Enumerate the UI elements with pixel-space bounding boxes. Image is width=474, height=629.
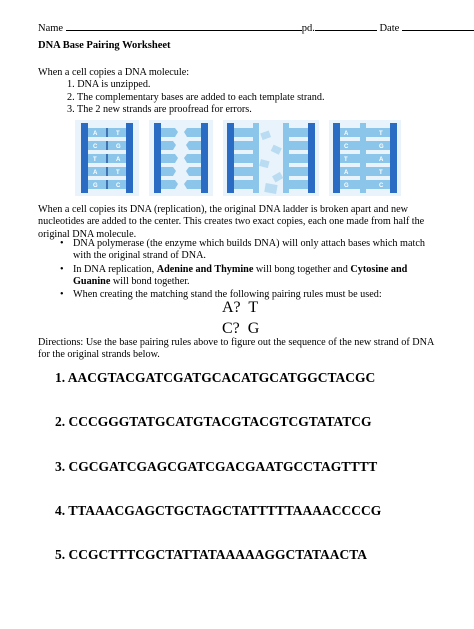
svg-text:C: C — [93, 144, 98, 150]
svg-text:T: T — [379, 170, 383, 176]
pairing-rules — [222, 297, 259, 339]
svg-text:T: T — [116, 170, 120, 176]
svg-text:G: G — [93, 183, 98, 189]
svg-text:G: G — [379, 144, 384, 150]
pd-blank — [315, 20, 377, 31]
bullet-dot-icon: • — [60, 289, 64, 301]
strand-item: 2. CCCGGGTATGCATGTACGTACGTCGTATATCG — [55, 414, 372, 429]
bullet-list — [60, 238, 440, 302]
dna-panel-1 — [75, 120, 139, 196]
step-item: 2. The complementary bases are added to each template strand. — [67, 91, 325, 103]
name-blank — [66, 20, 302, 31]
strand-item: 4. TTAAACGAGCTGCTAGCTATTTTTAAAACCCCG — [55, 503, 382, 518]
strand-item: 5. CCGCTTTCGCTATTATAAAAAGGCTATAACTA — [55, 547, 368, 562]
svg-text:T: T — [379, 131, 383, 137]
step-item: 1. DNA is unzipped. — [67, 79, 151, 90]
bullet-bold-text: Adenine and Thymine — [156, 263, 254, 275]
svg-text:A: A — [93, 170, 98, 176]
dna-panel-2 — [149, 120, 213, 196]
bullet-item — [60, 238, 440, 263]
replication-paragraph: When a cell copies its DNA (replication), the original DNA ladder is broken apart and new nucleotides are added to the center. This creates two exact copies, each one made from half the original DNA molecule. — [38, 204, 425, 240]
bullet-text: In DNA replication, — [73, 263, 157, 275]
directions-text: Directions: Use the base pairing rules above to figure out the sequence of the new strand of DNA for the original strands below. — [38, 337, 434, 361]
steps-list — [67, 79, 325, 117]
step-item: 3. The 2 new strands are proofread for errors. — [67, 104, 252, 115]
svg-text:A: A — [344, 170, 349, 176]
page-title: DNA Base Pairing Worksheet — [38, 40, 171, 51]
svg-text:G: G — [116, 144, 121, 150]
svg-text:G: G — [344, 183, 349, 189]
svg-text:T: T — [344, 157, 348, 163]
svg-text:T: T — [93, 157, 97, 163]
date-blank — [402, 20, 474, 31]
svg-text:A: A — [344, 131, 349, 137]
bullet-bold-text: Cytosine and Guanine — [73, 263, 408, 287]
pd-label: pd. — [301, 23, 315, 34]
svg-text:A: A — [93, 131, 98, 137]
svg-text:C: C — [116, 183, 121, 189]
svg-text:C: C — [379, 183, 384, 189]
svg-text:A: A — [116, 157, 121, 163]
dna-panel-3 — [223, 120, 319, 196]
pairing-rule: A? T — [222, 299, 259, 316]
bullet-text: DNA polymerase (the enzyme which builds DNA) will only attach bases which match with the original strand of DNA. — [73, 238, 425, 262]
svg-text:T: T — [116, 131, 120, 137]
dna-replication-figure — [75, 120, 401, 196]
pairing-rule: C? G — [222, 320, 260, 337]
strand-item: 1. AACGTACGATCGATGCACATGCATGGCTACGC — [55, 370, 376, 385]
strand-item: 3. CGCGATCGAGCGATCGACGAATGCCTAGTTTT — [55, 459, 378, 474]
svg-text:C: C — [344, 144, 349, 150]
header-line — [38, 20, 434, 34]
date-label: Date — [379, 23, 400, 34]
name-label: Name — [38, 23, 64, 34]
intro-text: When a cell copies a DNA molecule: — [38, 67, 190, 78]
bullet-text: will bong together and — [253, 263, 351, 275]
bullet-text: will bond together. — [110, 275, 190, 287]
bullet-dot-icon: • — [60, 238, 64, 249]
bullet-text: When creating the matching stand the following pairing rules must be used: — [73, 289, 382, 301]
dna-panel-4 — [329, 120, 401, 196]
bullet-dot-icon: • — [60, 263, 64, 275]
bullet-item — [60, 264, 440, 289]
svg-text:A: A — [379, 157, 384, 163]
